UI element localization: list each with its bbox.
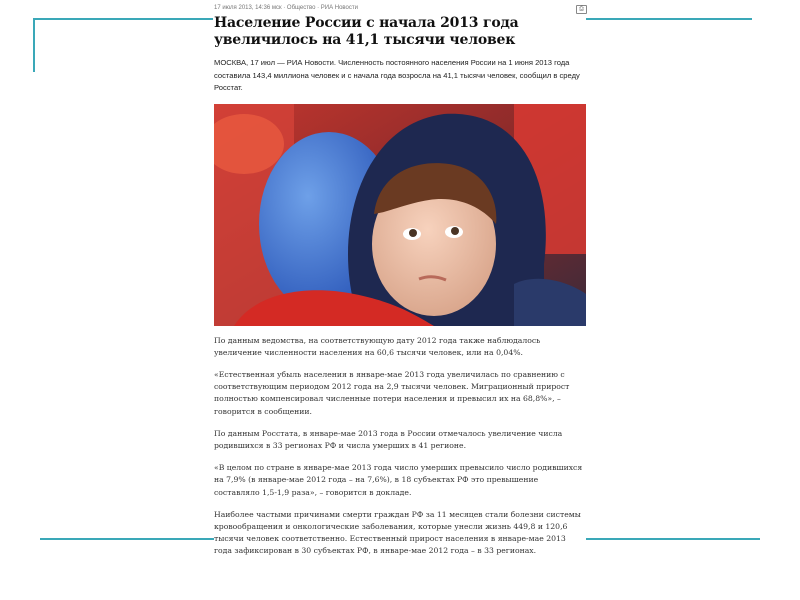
article	[214, 4, 586, 568]
article-lead: МОСКВА, 17 июл — РИА Новости. Численность постоянного населения России на 1 июня 2013 года составила 143,4 миллиона человек и с начала года возросла на 41,1 тысячи человек, сообщил в среду Росстат.	[214, 58, 580, 92]
printer-icon[interactable]: ⎙	[576, 5, 587, 14]
article-paragraph: «Естественная убыль населения в январе-мае 2013 года увеличилась по сравнению с соответствующим периодом 2012 года на 2,9 тысячи человек. Миграционный прирост полностью компенсировал численные потери населения и превысил их на 68,8%», – говорится в сообщении.	[214, 369, 570, 416]
child-in-hood-photo	[214, 104, 586, 326]
article-meta: 17 июля 2013, 14:36 мск · Общество · РИА Новости	[214, 5, 358, 11]
decor-line-left-vertical	[33, 18, 35, 72]
article-paragraph: По данным Росстата, в январе-мае 2013 года в России отмечалось увеличение числа родившихся в 33 регионах РФ и числа умерших в 41 регионе.	[214, 428, 563, 450]
decor-line-bottom-right	[586, 538, 760, 540]
article-paragraph: Наиболее частыми причинами смерти граждан РФ за 11 месяцев стали болезни системы кровообращения и онкологические заболевания, которые унесли жизнь 449,8 и 120,6 тысячи человек соответственно. Естественный прирост населения в январе-мае 2013 года зафиксирован в 30 субъектах РФ, в январе-мае 2012 года – в 33 регионах.	[214, 509, 581, 556]
article-paragraph: «В целом по стране в январе-мае 2013 года число умерших превысило число родившихся на 7,9% (в январе-мае 2012 года – на 7,6%), в 18 субъектах РФ это превышение составляло 1,5-1,9 раза», – говорится в докладе.	[214, 463, 583, 497]
article-photo	[214, 104, 586, 326]
decor-line-bottom-left	[40, 538, 214, 540]
decor-line-top-left	[33, 18, 213, 20]
decor-line-top-right	[586, 18, 752, 20]
article-paragraph: По данным ведомства, на соответствующую дату 2012 года также наблюдалось увеличение численности населения на 60,6 тысячи человек, или на 0,04%.	[214, 335, 541, 357]
article-title: Население России с начала 2013 года увеличилось на 41,1 тысячи человек	[214, 15, 519, 48]
